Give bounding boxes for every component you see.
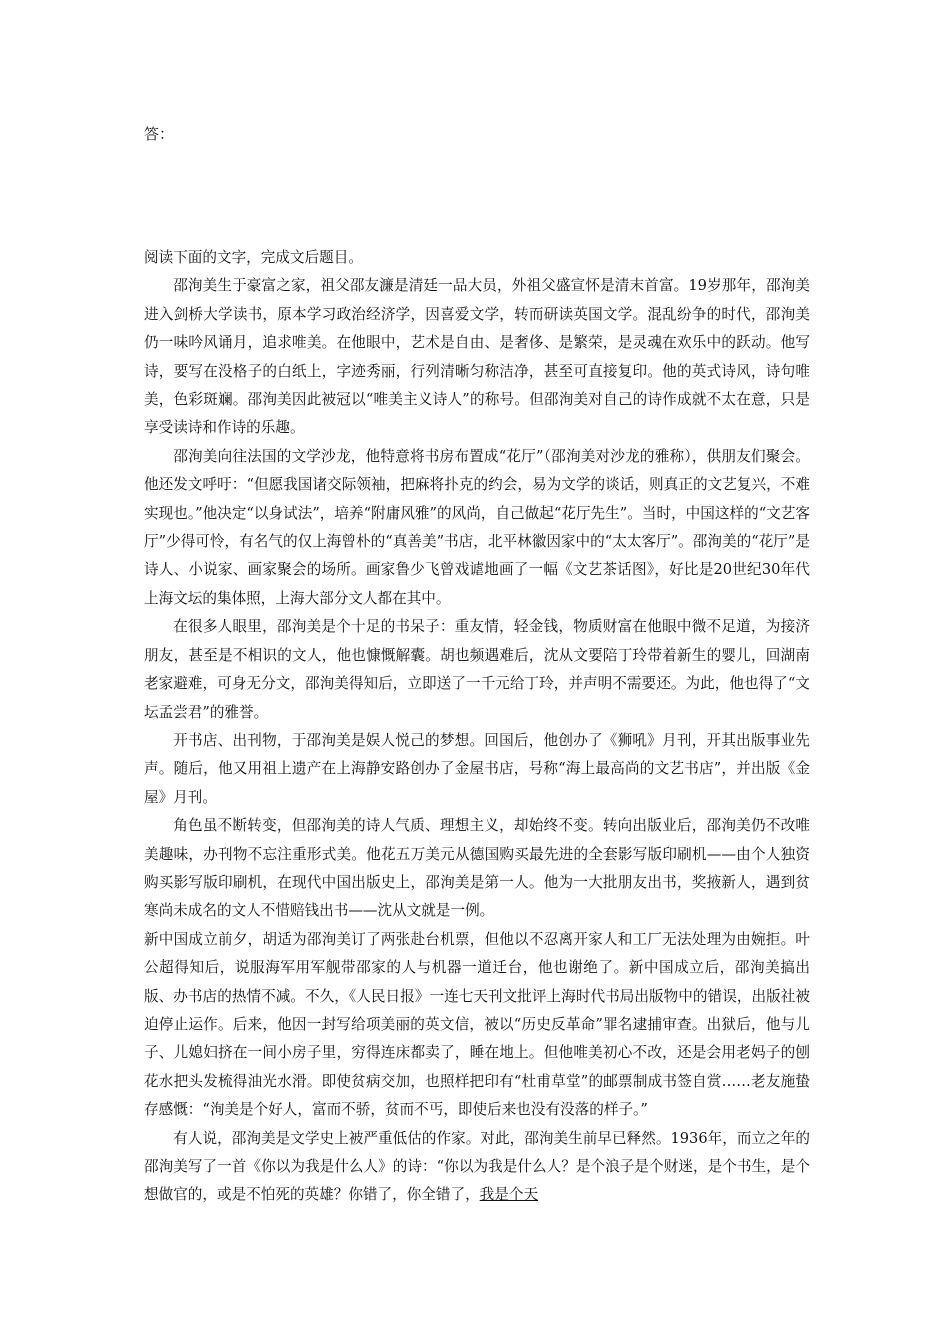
paragraph-literary-salon: 邵洵美向往法国的文学沙龙，他特意将书房布置成“花厅”（邵洵美对沙龙的雅称），供朋友们聚会。他还发文呼吁：“但愿我国诸交际领袖，把麻将扑克的约会，易为文学的谈话，则真正的文艺复兴，不难实现也。”他决定“以身试法”，培养“附庸风雅”的风尚，自己做起“花厅先生”。当时，中国这样的“文艺客厅”少得可怜，有名气的仅上海曾朴的“真善美”书店，北平林徽因家中的“太太客厅”。邵洵美的“花厅”是诗人、小说家、画家聚会的场所。画家鲁少飞曾戏谑地画了一幅《文艺茶话图》，好比是20世纪30年代上海文坛的集体照，上海大部分文人都在其中。: [144, 447, 810, 607]
paragraph-bookstore: 开书店、出刊物，于邵洵美是娱人悦己的梦想。回国后，他创办了《狮吼》月刊，开其出版事业先声。随后，他又用祖上遗产在上海静安路创办了金屋书店，号称“海上最高尚的文艺书店”，并出版《金屋》月刊。: [144, 731, 810, 806]
instruction-line: 阅读下面的文字，完成文后题目。: [144, 249, 363, 266]
poem-text: 有人说，邵洵美是文学史上被严重低估的作家。对此，邵洵美生前早已释然。1936年，而立之年的邵洵美写了一首《你以为我是什么人》的诗：“你以为我是什么人？是个浪子是个财迷，是个书生，是个想做官的，或是不怕死的英雄？你错了，你全错了，: [144, 1129, 810, 1204]
paragraph-poem: [144, 1125, 810, 1210]
answer-label: 答：: [144, 125, 175, 143]
underlined-phrase: 我是个天: [479, 1186, 539, 1204]
paragraph-family-background: 邵洵美生于豪富之家，祖父邵友濂是清廷一品大员，外祖父盛宣怀是清末首富。19岁那年，邵洵美进入剑桥大学读书，原本学习政治经济学，因喜爱文学，转而研读英国文学。混乱纷争的时代，邵洵美仍一味吟风诵月，追求唯美。在他眼中，艺术是自由、是奢侈、是繁荣，是灵魂在欢乐中的跃动。他写诗，要写在没格子的白纸上，字迹秀丽，行列清晰匀称洁净，甚至可直接复印。他的英式诗风，诗句唯美，色彩斑斓。邵洵美因此被冠以“唯美主义诗人”的称号。但邵洵美对自己的诗作成就不太在意，只是享受读诗和作诗的乐趣。: [144, 277, 810, 437]
paragraph-generosity: 在很多人眼里，邵洵美是个十足的书呆子：重友情，轻金钱，物质财富在他眼中微不足道，为接济朋友，甚至是不相识的文人，他也慷慨解囊。胡也频遇难后，沈从文要陪丁玲带着新生的婴儿，回湖南老家避难，可身无分文，邵洵美得知后，立即送了一千元给丁玲，并声明不需要还。为此，他也得了“文坛孟尝君”的雅誉。: [144, 618, 810, 721]
paragraph-later-life: 新中国成立前夕，胡适为邵洵美订了两张赴台机票，但他以不忍离开家人和工厂无法处理为由婉拒。叶公超得知后，说服海军用军舰带邵家的人与机器一道迁台，他也谢绝了。新中国成立后，邵洵美搞出版、办书店的热情不减。不久，《人民日报》一连七天刊文批评上海时代书局出版物中的错误，出版社被迫停止运作。后来，他因一封写给项美丽的英文信，被以“历史反革命”罪名逮捕审查。出狱后，他与儿子、儿媳妇挤在一间小房子里，穷得连床都卖了，睡在地上。但他唯美初心不改，还是会用老妈子的刨花水把头发梳得油光水滑。即使贫病交加，也照样把印有“杜甫草堂”的邮票制成书签自赏……老友施蛰存感慨：“洵美是个好人，富而不骄，贫而不丐，即使后来也没有没落的样子。”: [144, 930, 810, 1119]
reading-passage: [144, 244, 810, 1210]
paragraph-publishing: 角色虽不断转变，但邵洵美的诗人气质、理想主义，却始终不变。转向出版业后，邵洵美仍不改唯美趣味，办刊物不忘注重形式美。他花五万美元从德国购买最先进的全套影写版印刷机——由个人独资购买影写版印刷机，在现代中国出版史上，邵洵美是第一人。他为一大批朋友出书，奖掖新人，遇到贫寒尚未成名的文人不惜赔钱出书——沈从文就是一例。: [144, 817, 810, 920]
